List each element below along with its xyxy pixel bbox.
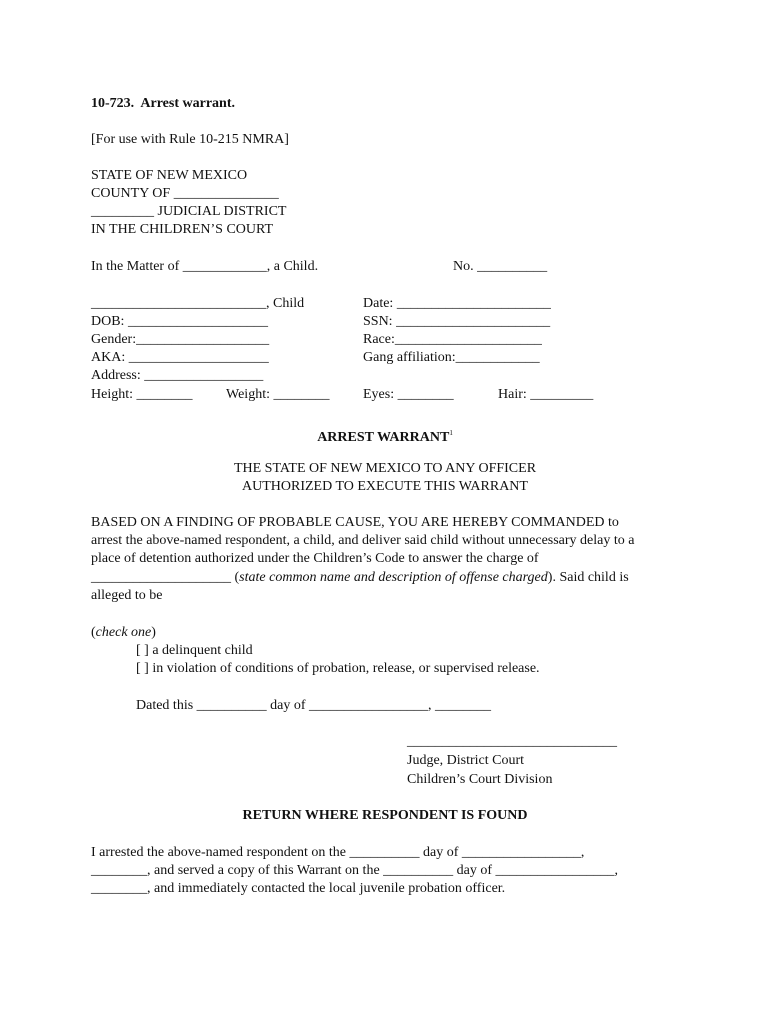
check-one-text: check one [95,625,152,640]
warrant-body-line4 [91,569,629,587]
dob-field: DOB: ____________________ [91,314,268,329]
return-title: RETURN WHERE RESPONDENT IS FOUND [242,808,528,823]
warrant-address-line2: AUTHORIZED TO EXECUTE THIS WARRANT [242,479,528,494]
dated-line: Dated this __________ day of _________________, ________ [136,698,492,713]
caption-court: IN THE CHILDREN’S COURT [91,222,274,237]
race-field: Race:_____________________ [363,332,542,347]
warrant-body-line5: alleged to be [91,588,163,603]
footnote-mark: 1 [449,429,453,437]
option-probation-violation: [ ] in violation of conditions of probation, release, or supervised release. [136,661,540,676]
gang-affiliation-field: Gang affiliation:____________ [363,350,540,365]
option-delinquent-child: [ ] a delinquent child [136,643,253,658]
offense-blank: ____________________ ( [91,570,240,585]
check-one-label [91,624,156,642]
address-field: Address: _________________ [91,368,264,383]
warrant-title [0,424,770,447]
child-name-field: _________________________, Child [91,296,305,311]
rule-title: 10-723. Arrest warrant. [91,96,235,111]
warrant-title-text: ARREST WARRANT [317,430,450,445]
warrant-body-line1: BASED ON A FINDING OF PROBABLE CAUSE, YOU ARE HEREBY COMMANDED to [91,515,619,530]
gender-field: Gender:___________________ [91,332,270,347]
return-line2: ________, and served a copy of this Warrant on the __________ day of _________________, [91,863,619,878]
matter-line: In the Matter of ____________, a Child. [91,259,319,274]
return-line1: I arrested the above-named respondent on the __________ day of _________________, [91,845,585,860]
height-field: Height: ________ [91,387,193,402]
caption-state: STATE OF NEW MEXICO [91,168,248,183]
date-field: Date: ______________________ [363,296,551,311]
ssn-field: SSN: ______________________ [363,314,551,329]
case-number: No. __________ [453,259,548,274]
warrant-body-line3: place of detention authorized under the Children’s Code to answer the charge of [91,551,539,566]
body-line4-end: ). Said child is [547,570,629,585]
signature-line: ______________________________ [407,734,617,749]
eyes-field: Eyes: ________ [363,387,454,402]
hair-field: Hair: _________ [498,387,594,402]
offense-instruction: state common name and description of offense charged [239,570,548,585]
return-line3: ________, and immediately contacted the local juvenile probation officer. [91,881,506,896]
caption-county: COUNTY OF _______________ [91,186,279,201]
warrant-body-line2: arrest the above-named respondent, a child, and deliver said child without unnecessary delay to a [91,533,635,548]
judge-title: Judge, District Court [407,753,525,768]
aka-field: AKA: ____________________ [91,350,269,365]
paren-close: ) [151,625,156,640]
court-division: Children’s Court Division [407,772,553,787]
rule-reference: [For use with Rule 10-215 NMRA] [91,132,289,147]
weight-field: Weight: ________ [226,387,330,402]
paren-open: ( [91,625,96,640]
warrant-address-line1: THE STATE OF NEW MEXICO TO ANY OFFICER [233,461,537,476]
caption-district: _________ JUDICIAL DISTRICT [91,204,287,219]
